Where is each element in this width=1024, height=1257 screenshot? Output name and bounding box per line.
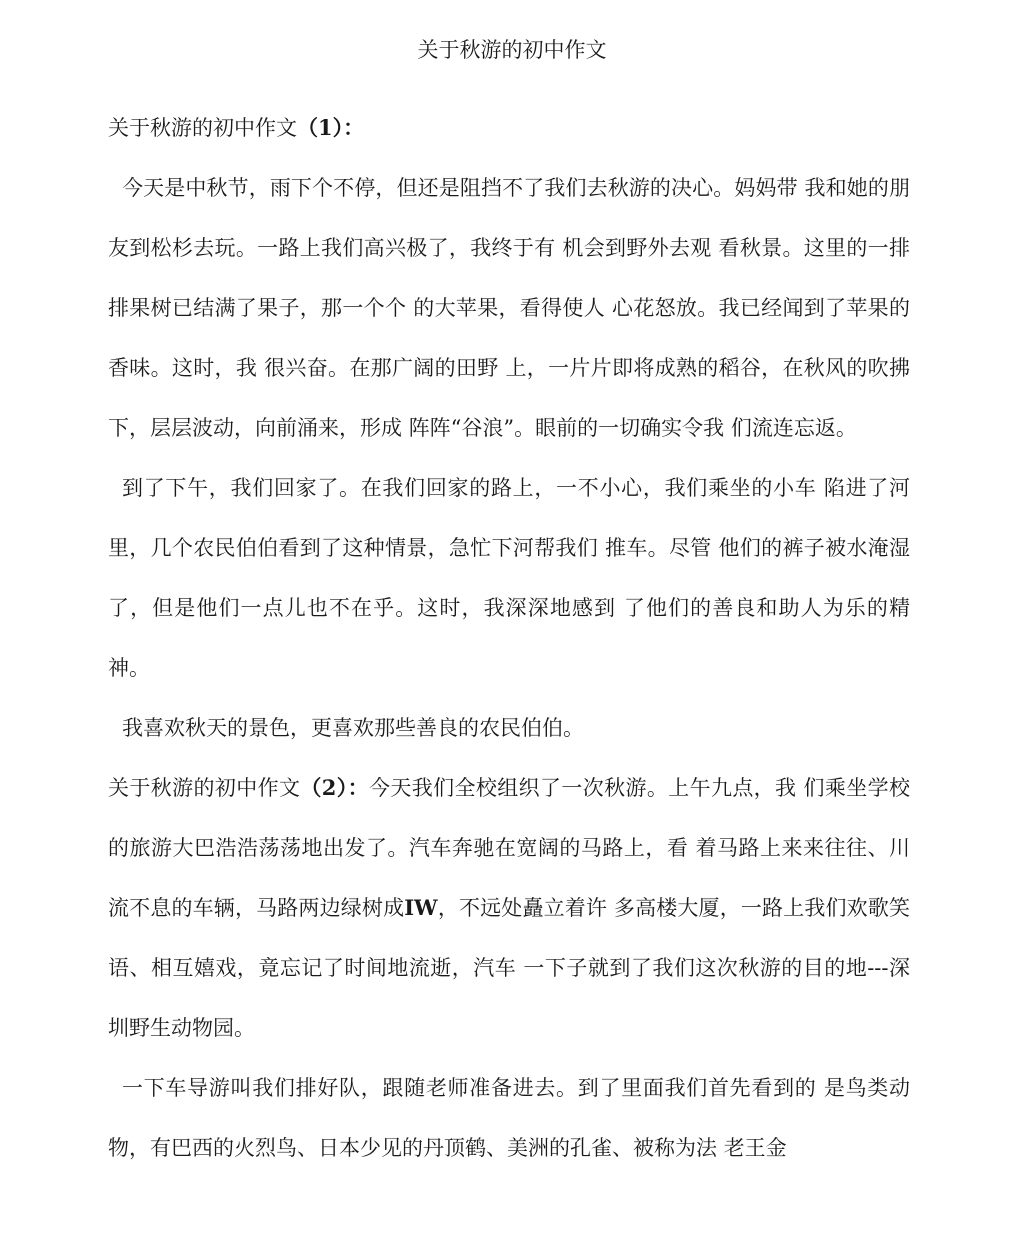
essay-2-first-paragraph xyxy=(108,758,910,1058)
document-title: 关于秋游的初中作文 xyxy=(417,38,607,62)
essay-1-heading-colon: ： xyxy=(343,115,365,140)
essay-2-paragraph-1-part-b: ，不远处矗立着许 多高楼大厦，一路上我们欢歌笑语、相互嬉戏，竟忘记了时间地流逝，汽车 一下子就到了我们这次秋游的目的地---深圳野生动物园。 xyxy=(108,896,910,1040)
essay-1-paragraph-2: 到了下午，我们回家了。在我们回家的路上，一不小心，我们乘坐的小车 陷进了河里，几个农民伯伯看到了这种情景，急忙下河帮我们 推车。尽管 他们的裤子被水淹湿了，但是他们一点儿也不在乎。这时，我深深地感到 了他们的善良和助人为乐的精神。 xyxy=(108,476,910,680)
essay-2-paragraph-1-bold: IW xyxy=(404,895,438,920)
essay-2-heading-text: 关于秋游的初中作文 xyxy=(108,776,301,800)
essay-2-heading-colon: ： xyxy=(347,775,369,800)
essay-1-paragraph-1: 今天是中秋节，雨下个不停，但还是阻挡不了我们去秋游的决心。妈妈带 我和她的朋友到松杉去玩。一路上我们高兴极了，我终于有 机会到野外去观 看秋景。这里的一排排果树已结满了果子，那一个个 的大苹果，看得使人 心花怒放。我已经闻到了苹果的香味。这时，我 很兴奋。在那广阔的田野 上，一片片即将成熟的稻谷，在秋风的吹拂 下，层层波动，向前涌来，形成 阵阵“谷浪”。眼前的一切确实令我 们流连忘返。 xyxy=(108,176,910,440)
essay-2-heading-number: （2） xyxy=(300,775,348,800)
essay-2-paragraph-1-part-a: 今天我们全校组织了一次秋游。上午九点，我 们乘坐学校的旅游大巴浩浩荡荡地出发了。汽车奔驰在宽阔的马路上，看 着马路上来来往往、川流不息的车辆，马路两边绿树成 xyxy=(108,776,910,920)
essay-1-paragraph-3: 我喜欢秋天的景色，更喜欢那些善良的农民伯伯。 xyxy=(122,716,584,740)
essay-1-heading-text: 关于秋游的初中作文 xyxy=(108,116,297,140)
essay-1-heading xyxy=(108,98,910,158)
document-body xyxy=(108,98,910,1178)
essay-2-paragraph-2: 一下车导游叫我们排好队，跟随老师准备进去。到了里面我们首先看到的 是鸟类动物，有巴西的火烈鸟、日本少见的丹顶鹤、美洲的孔雀、被称为法 老王金 xyxy=(108,1076,910,1160)
essay-1-heading-number: （1） xyxy=(297,115,344,140)
